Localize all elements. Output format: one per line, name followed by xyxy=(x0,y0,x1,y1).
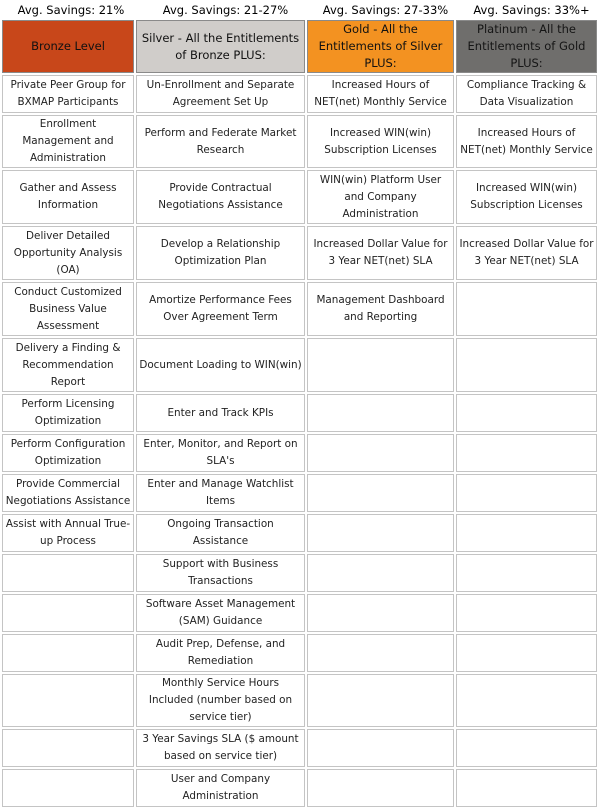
cell-gold xyxy=(307,594,454,632)
table-row xyxy=(2,514,597,552)
cell-gold: Increased WIN(win) Subscription Licenses xyxy=(307,115,454,168)
cell-gold xyxy=(307,514,454,552)
cell-gold: Increased Dollar Value for 3 Year NET(net) SLA xyxy=(307,226,454,280)
table-row xyxy=(2,474,597,512)
table-row xyxy=(2,434,597,472)
cell-bronze: Assist with Annual True-up Process xyxy=(2,514,134,552)
cell-bronze: Deliver Detailed Opportunity Analysis (OA) xyxy=(2,226,134,280)
entitlements-body xyxy=(2,75,597,807)
table-row xyxy=(2,115,597,168)
header-silver: Silver - All the Entitlements of Bronze PLUS: xyxy=(136,20,305,73)
savings-platinum: Avg. Savings: 33%+ xyxy=(473,3,590,17)
table-row xyxy=(2,75,597,113)
table-row xyxy=(2,282,597,336)
cell-platinum xyxy=(456,674,597,727)
cell-platinum xyxy=(456,394,597,432)
cell-silver: Audit Prep, Defense, and Remediation xyxy=(136,634,305,672)
table-row xyxy=(2,170,597,224)
cell-platinum xyxy=(456,514,597,552)
table-row xyxy=(2,634,597,672)
table-row xyxy=(2,394,597,432)
cell-bronze xyxy=(2,554,134,592)
cell-platinum xyxy=(456,434,597,472)
entitlements-table xyxy=(0,18,599,809)
table-row xyxy=(2,674,597,727)
cell-bronze xyxy=(2,634,134,672)
cell-bronze: Enrollment Management and Administration xyxy=(2,115,134,168)
savings-row xyxy=(0,0,605,20)
cell-silver: Amortize Performance Fees Over Agreement Term xyxy=(136,282,305,336)
cell-platinum: Increased Hours of NET(net) Monthly Service xyxy=(456,115,597,168)
cell-gold xyxy=(307,474,454,512)
header-bronze: Bronze Level xyxy=(2,20,134,73)
cell-gold xyxy=(307,434,454,472)
cell-silver: Provide Contractual Negotiations Assistance xyxy=(136,170,305,224)
savings-silver: Avg. Savings: 21-27% xyxy=(162,3,289,17)
cell-bronze xyxy=(2,729,134,767)
cell-bronze: Delivery a Finding & Recommendation Report xyxy=(2,338,134,392)
cell-silver: 3 Year Savings SLA ($ amount based on service tier) xyxy=(136,729,305,767)
table-row xyxy=(2,729,597,767)
table-row xyxy=(2,769,597,807)
cell-silver: Monthly Service Hours Included (number based on service tier) xyxy=(136,674,305,727)
table-row xyxy=(2,226,597,280)
cell-silver: Enter, Monitor, and Report on SLA's xyxy=(136,434,305,472)
table-row xyxy=(2,554,597,592)
cell-silver: User and Company Administration xyxy=(136,769,305,807)
cell-gold: Increased Hours of NET(net) Monthly Service xyxy=(307,75,454,113)
cell-gold xyxy=(307,394,454,432)
cell-platinum xyxy=(456,634,597,672)
cell-platinum xyxy=(456,554,597,592)
cell-platinum xyxy=(456,282,597,336)
cell-gold: Management Dashboard and Reporting xyxy=(307,282,454,336)
cell-gold xyxy=(307,338,454,392)
cell-bronze: Gather and Assess Information xyxy=(2,170,134,224)
cell-silver: Perform and Federate Market Research xyxy=(136,115,305,168)
cell-platinum xyxy=(456,338,597,392)
cell-bronze: Private Peer Group for BXMAP Participants xyxy=(2,75,134,113)
cell-silver: Software Asset Management (SAM) Guidance xyxy=(136,594,305,632)
cell-gold: WIN(win) Platform User and Company Administration xyxy=(307,170,454,224)
cell-platinum: Increased Dollar Value for 3 Year NET(net) SLA xyxy=(456,226,597,280)
cell-gold xyxy=(307,729,454,767)
cell-bronze: Conduct Customized Business Value Assessment xyxy=(2,282,134,336)
table-row xyxy=(2,338,597,392)
savings-bronze: Avg. Savings: 21% xyxy=(17,3,125,17)
cell-gold xyxy=(307,674,454,727)
cell-silver: Document Loading to WIN(win) xyxy=(136,338,305,392)
cell-silver: Develop a Relationship Optimization Plan xyxy=(136,226,305,280)
cell-platinum: Compliance Tracking & Data Visualization xyxy=(456,75,597,113)
table-row xyxy=(2,594,597,632)
cell-bronze xyxy=(2,769,134,807)
cell-silver: Support with Business Transactions xyxy=(136,554,305,592)
cell-silver: Enter and Track KPIs xyxy=(136,394,305,432)
cell-bronze: Perform Licensing Optimization xyxy=(2,394,134,432)
cell-bronze: Provide Commercial Negotiations Assistance xyxy=(2,474,134,512)
header-gold: Gold - All the Entitlements of Silver PLUS: xyxy=(307,20,454,73)
cell-gold xyxy=(307,769,454,807)
cell-bronze: Perform Configuration Optimization xyxy=(2,434,134,472)
cell-silver: Enter and Manage Watchlist Items xyxy=(136,474,305,512)
cell-platinum: Increased WIN(win) Subscription Licenses xyxy=(456,170,597,224)
cell-silver: Un-Enrollment and Separate Agreement Set Up xyxy=(136,75,305,113)
cell-bronze xyxy=(2,674,134,727)
cell-platinum xyxy=(456,594,597,632)
header-platinum: Platinum - All the Entitlements of Gold PLUS: xyxy=(456,20,597,73)
cell-platinum xyxy=(456,474,597,512)
cell-platinum xyxy=(456,729,597,767)
cell-gold xyxy=(307,634,454,672)
savings-gold: Avg. Savings: 27-33% xyxy=(322,3,449,17)
cell-platinum xyxy=(456,769,597,807)
cell-silver: Ongoing Transaction Assistance xyxy=(136,514,305,552)
cell-gold xyxy=(307,554,454,592)
cell-bronze xyxy=(2,594,134,632)
